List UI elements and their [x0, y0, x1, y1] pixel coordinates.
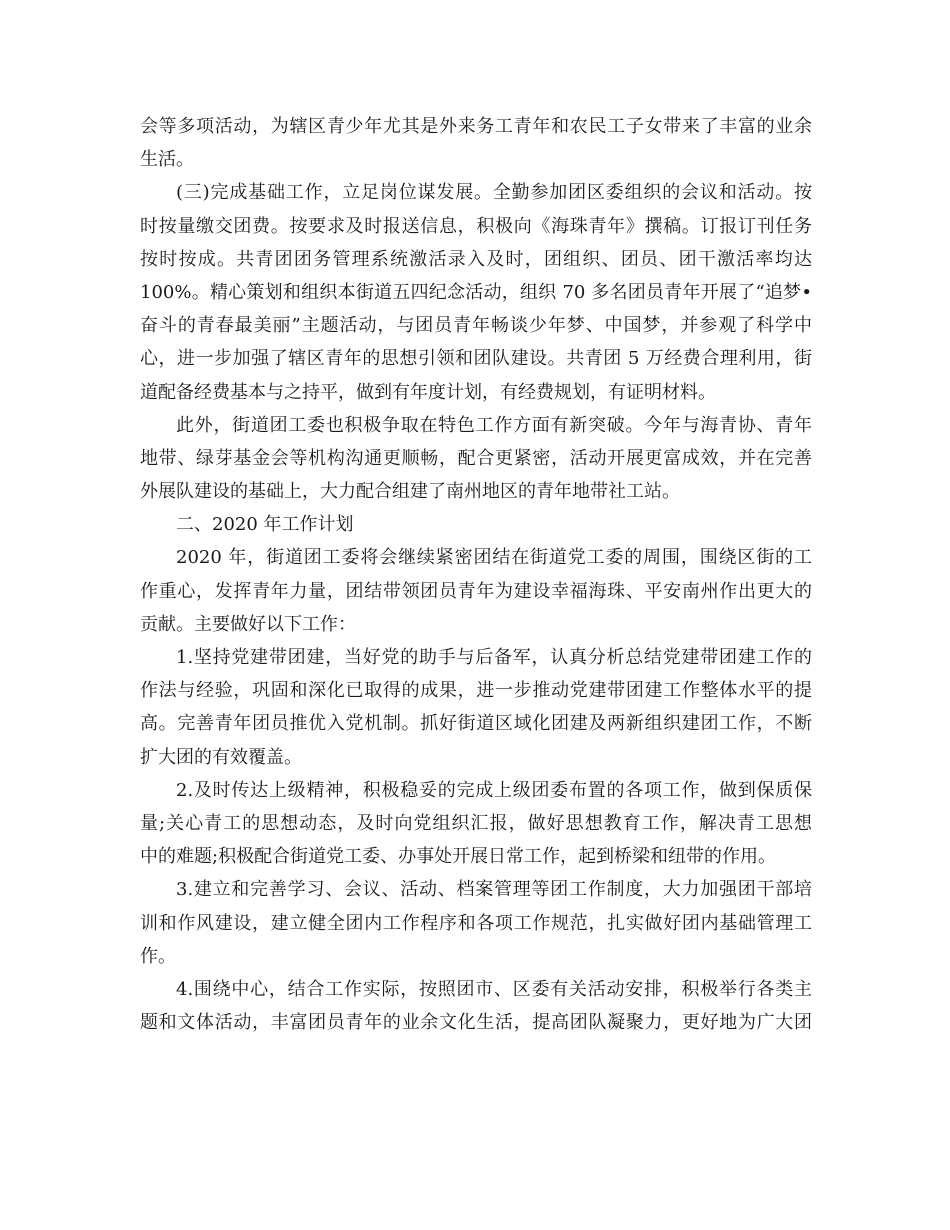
text-line: 3.建立和完善学习、会议、活动、档案管理等团工作制度，大力加强团干部培 [176, 879, 812, 901]
text-line: 会等多项活动，为辖区青少年尤其是外来务工青年和农民工子女带来了丰富的业余 [140, 116, 812, 137]
text-line: 作重心，发挥青年力量，团结带领团员青年为建设幸福海珠、平安南州作出更大的 [140, 580, 812, 602]
text-line: 按时按成。共青团团务管理系统激活录入及时，团组织、团员、团干激活率均达 [140, 248, 812, 270]
text-line: 此外，街道团工委也积极争取在特色工作方面有新突破。今年与海青协、青年 [176, 414, 812, 436]
document-body [140, 110, 812, 1039]
text-line: 作法与经验，巩固和深化已取得的成果，进一步推动党建带团建工作整体水平的提 [140, 680, 812, 702]
text-line: 心，进一步加强了辖区青年的思想引领和团队建设。共青团 5 万经费合理利用，街 [140, 348, 812, 370]
text-line: 量;关心青工的思想动态，及时向党组织汇报，做好思想教育工作，解决青工思想 [140, 812, 812, 834]
text-line: 扩大团的有效覆盖。 [140, 746, 302, 768]
text-line: 奋斗的青春最美丽”主题活动，与团员青年畅谈少年梦、中国梦，并参观了科学中 [140, 315, 812, 337]
text-line: 地带、绿芽基金会等机构沟通更顺畅，配合更紧密，活动开展更富成效，并在完善 [140, 447, 812, 469]
text-line: 贡献。主要做好以下工作： [140, 613, 356, 635]
text-line: 二、2020 年工作计划 [176, 514, 354, 536]
text-line: 1.坚持党建带团建，当好党的助手与后备军，认真分析总结党建带团建工作的 [176, 647, 812, 668]
text-line: 高。完善青年团员推优入党机制。抓好街道区域化团建及两新组织建团工作，不断 [140, 713, 812, 735]
text-line: 训和作风建设，建立健全团内工作程序和各项工作规范，扎实做好团内基础管理工 [140, 912, 812, 934]
text-line: (三)完成基础工作，立足岗位谋发展。全勤参加团区委组织的会议和活动。按 [176, 182, 812, 204]
text-line: 作。 [140, 945, 176, 967]
text-line: 2020 年，街道团工委将会继续紧密团结在街道党工委的周围，围绕区街的工 [176, 547, 812, 569]
text-line: 外展队建设的基础上，大力配合组建了南州地区的青年地带社工站。 [140, 481, 680, 503]
text-line: 生活。 [140, 149, 194, 171]
text-line: 题和文体活动，丰富团员青年的业余文化生活，提高团队凝聚力，更好地为广大团 [140, 1012, 812, 1034]
text-line: 2.及时传达上级精神，积极稳妥的完成上级团委布置的各项工作，做到保质保 [176, 779, 812, 801]
text-line: 时按量缴交团费。按要求及时报送信息，积极向《海珠青年》撰稿。订报订刊任务 [140, 215, 812, 237]
text-line: 道配备经费基本与之持平，做到有年度计划，有经费规划，有证明材料。 [140, 381, 716, 403]
text-line: 中的难题;积极配合街道党工委、办事处开展日常工作，起到桥梁和纽带的作用。 [140, 846, 777, 868]
text-line: 4.围绕中心，结合工作实际，按照团市、区委有关活动安排，积极举行各类主 [176, 978, 812, 1000]
text-line: 100%。精心策划和组织本街道五四纪念活动，组织 70 多名团员青年开展了“追梦• [140, 281, 812, 303]
